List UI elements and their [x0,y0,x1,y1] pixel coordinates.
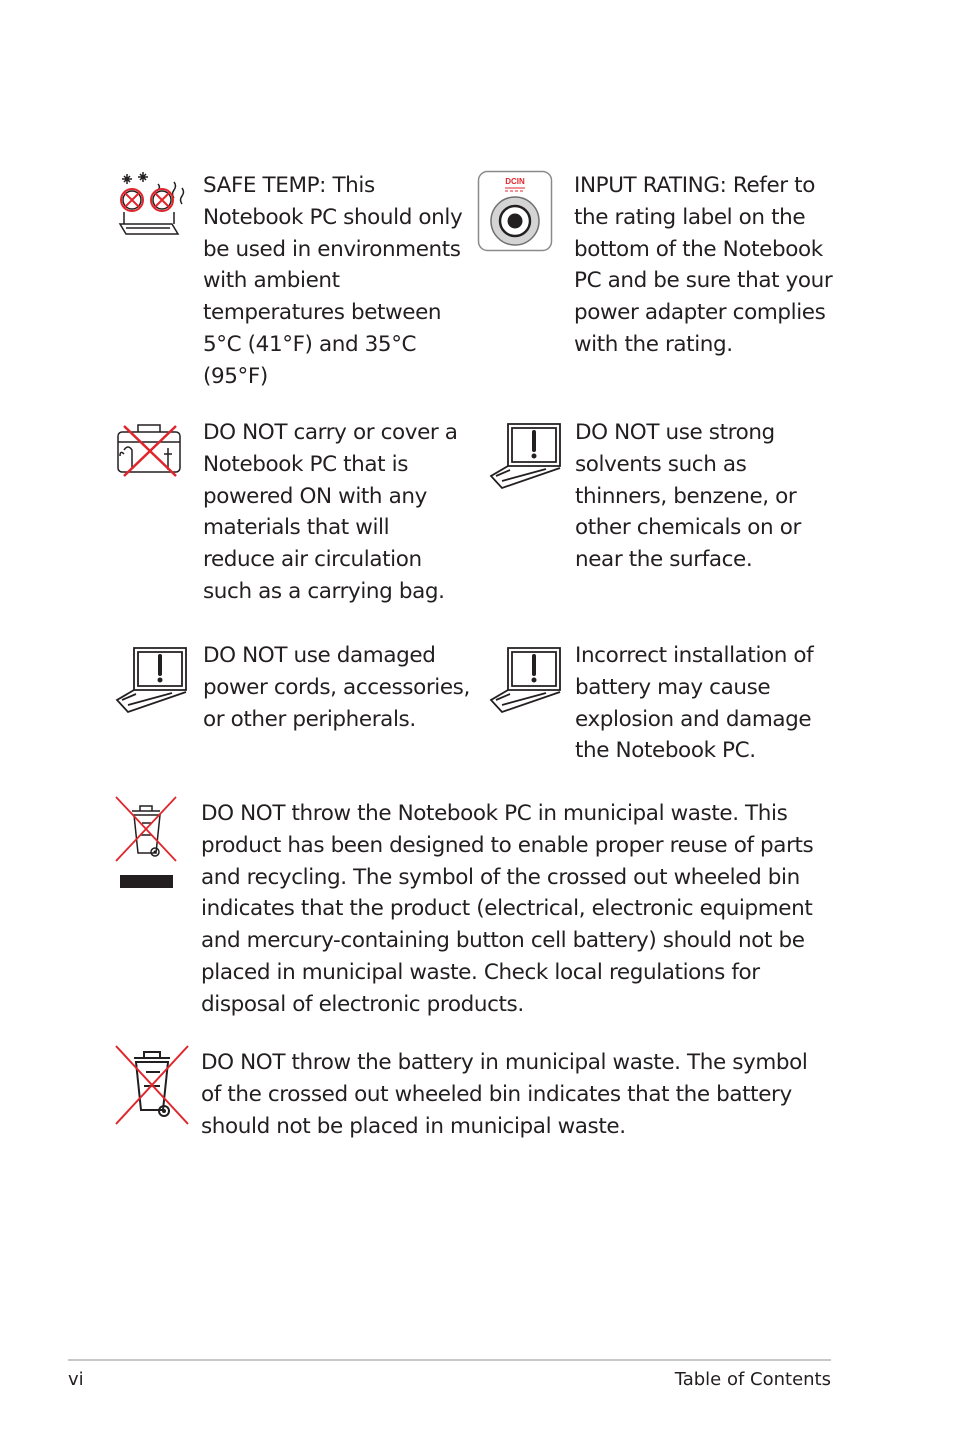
crossed-wheeled-bin-icon [112,795,180,890]
no-carrying-bag-icon [114,420,184,480]
page-number: vi [68,1369,84,1390]
dc-input-icon [477,170,553,252]
no-damaged-accessories-notice: DO NOT use damaged power cords, accessories, or other peripherals. [203,643,470,732]
notebook-warning-icon [488,644,564,716]
no-cover-notice: DO NOT carry or cover a Notebook PC that is powered ON with any materials that will reduce air circulation such as a carrying bag. [203,420,458,604]
safe-temperature-icon [112,168,192,244]
notebook-warning-icon [488,420,564,492]
waste-disposal-notebook-notice: DO NOT throw the Notebook PC in municipal waste. This product has been designed to enable proper reuse of parts and recycling. The symbol of the crossed out wheeled bin indicates that the product (electrical, electronic equipment and mercury-containing button cell battery) should not be placed in municipal waste. Check local regulations for disposal of electronic products. [201,801,814,1017]
waste-disposal-battery-notice: DO NOT throw the battery in municipal waste. The symbol of the crossed out wheeled bin indicates that the battery should not be placed in municipal waste. [201,1050,808,1139]
no-solvents-notice: DO NOT use strong solvents such as thinners, benzene, or other chemicals on or near the surface. [575,420,801,573]
footer-divider [68,1359,831,1361]
safe-temp-notice: SAFE TEMP: This Notebook PC should only be used in environments with ambient temperatures between 5°C (41°F) and 35°C (95°F) [203,173,463,389]
battery-installation-notice: Incorrect installation of battery may cause explosion and damage the Notebook PC. [575,643,814,764]
footer-section-title: Table of Contents [674,1369,831,1390]
notebook-warning-icon [114,644,190,716]
dcin-label: DCIN [505,177,525,186]
crossed-wheeled-bin-icon [112,1044,192,1128]
input-rating-notice: INPUT RATING: Refer to the rating label on the bottom of the Notebook PC and be sure that your power adapter complies with the rating. [574,173,833,357]
